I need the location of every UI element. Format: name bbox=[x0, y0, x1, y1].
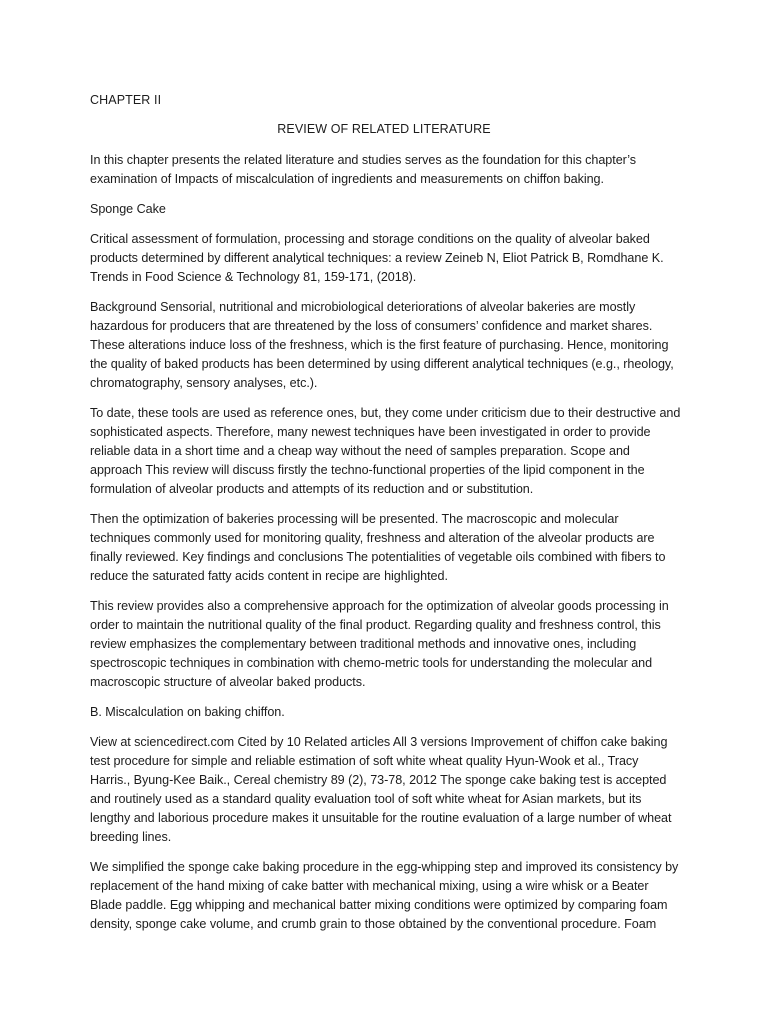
section-heading-sponge-cake: Sponge Cake bbox=[90, 202, 166, 216]
body-paragraph: Then the optimization of bakeries processing will be presented. The macroscopic and molecular techniques commonly used for monitoring quality, freshness and alteration of the alveolar products are finally reviewed. Key findings and conclusions The potentialities of vegetable oils combined with fibers to reduce the saturated fatty acids content in recipe are highlighted. bbox=[90, 512, 666, 583]
page-title: REVIEW OF RELATED LITERATURE bbox=[277, 122, 491, 136]
intro-paragraph: In this chapter presents the related literature and studies serves as the foundation for this chapter’s examination of Impacts of miscalculation of ingredients and measurements on chiffon baking. bbox=[90, 153, 637, 186]
body-paragraph: This review provides also a comprehensive approach for the optimization of alveolar goods processing in order to maintain the nutritional quality of the final product. Regarding quality and freshness control, this review emphasizes the complementary between traditional methods and innovative ones, including spectroscopic techniques in combination with chemo-metric tools for understanding the molecular and macroscopic structure of alveolar baked products. bbox=[90, 599, 669, 689]
chapter-label: CHAPTER II bbox=[90, 93, 162, 107]
section-heading-miscalculation: B. Miscalculation on baking chiffon. bbox=[90, 705, 285, 719]
body-paragraph: View at sciencedirect.com Cited by 10 Related articles All 3 versions Improvement of chiffon cake baking test procedure for simple and reliable estimation of soft white wheat quality Hyun-Wook et al., Tracy Harris., Byung-Kee Baik., Cereal chemistry 89 (2), 73-78, 2012 The sponge cake baking test is accepted and routinely used as a standard quality evaluation tool of soft white wheat for Asian markets, but its lengthy and laborious procedure makes it unsuitable for the routine evaluation of a large number of wheat breeding lines. bbox=[90, 735, 672, 844]
citation-paragraph: Critical assessment of formulation, processing and storage conditions on the quality of alveolar baked products determined by different analytical techniques: a review Zeineb N, Eliot Patrick B, Romdhane K. Trends in Food Science & Technology 81, 159-171, (2018). bbox=[90, 232, 664, 284]
document-body bbox=[90, 151, 682, 945]
body-paragraph: We simplified the sponge cake baking procedure in the egg-whipping step and improved its consistency by replacement of the hand mixing of cake batter with mechanical mixing, using a wire whisk or a Beater Blade paddle. Egg whipping and mechanical batter mixing conditions were optimized by comparing foam density, sponge cake volume, and crumb grain to those obtained by the conventional procedure. Foam bbox=[90, 860, 679, 931]
body-paragraph: To date, these tools are used as reference ones, but, they come under criticism due to their destructive and sophisticated aspects. Therefore, many newest techniques have been investigated in order to provide reliable data in a short time and a cheap way without the need of samples preparation. Scope and approach This review will discuss firstly the techno-functional properties of the lipid component in the formulation of alveolar products and attempts of its reduction and or substitution. bbox=[90, 406, 681, 496]
body-paragraph: Background Sensorial, nutritional and microbiological deteriorations of alveolar bakeries are mostly hazardous for producers that are threatened by the loss of consumers’ confidence and market shares. These alterations induce loss of the freshness, which is the first feature of purchasing. Hence, monitoring the quality of baked products has been determined by using different analytical techniques (e.g., rheology, chromatography, sensory analyses, etc.). bbox=[90, 300, 674, 390]
